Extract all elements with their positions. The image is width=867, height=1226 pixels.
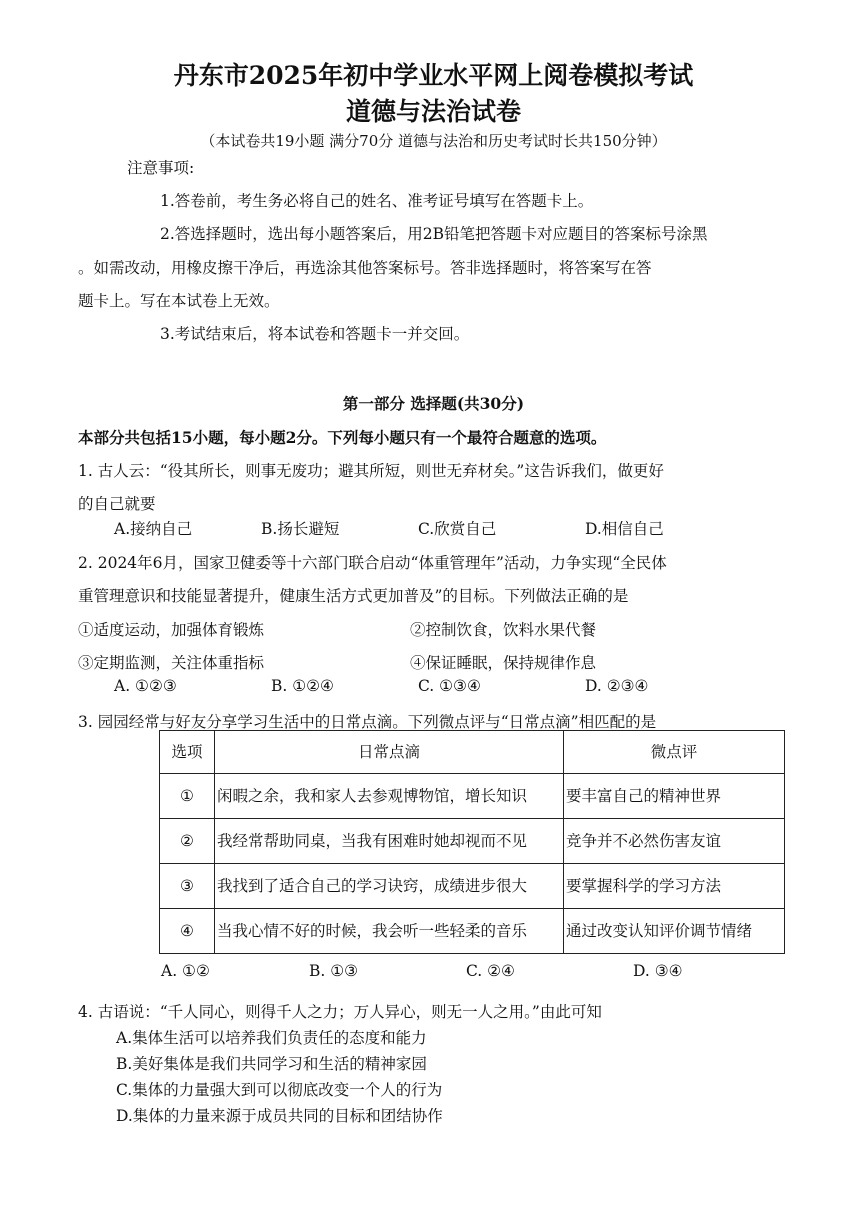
q4-option-d: D.集体的力量来源于成员共同的目标和团结协作: [116, 1107, 443, 1125]
q3-table: [159, 730, 785, 954]
q1-option-d: D.相信自己: [585, 520, 664, 538]
row-number: ②: [160, 819, 215, 864]
table-row: [160, 864, 785, 909]
q2-item-2: ②控制饮食，饮料水果代餐: [410, 621, 597, 639]
q1-stem-cont: 的自己就要: [78, 495, 156, 513]
q1-stem: 1. 古人云：“役其所长，则事无废功；避其所短，则世无弃材矣。”这告诉我们，做更好: [78, 462, 664, 480]
table-row: [160, 819, 785, 864]
q2-item-3: ③定期监测，关注体重指标: [78, 654, 265, 672]
row-comment: 竞争并不必然伤害友谊: [564, 819, 785, 864]
notice-item-2: 2.答选择题时，选出每小题答案后，用2B铅笔把答题卡对应题目的答案标号涂黑: [160, 225, 708, 243]
notice-item-1: 1.答卷前，考生务必将自己的姓名、准考证号填写在答题卡上。: [160, 192, 594, 210]
exam-title: 丹东市2025年初中学业水平网上阅卷模拟考试: [173, 61, 694, 90]
part1-heading: 第一部分 选择题(共30分): [342, 394, 525, 413]
q3-option-d: D. ③④: [633, 962, 683, 980]
table-row: [160, 909, 785, 954]
q2-item-1: ①适度运动，加强体育锻炼: [78, 621, 265, 639]
notice-item-2-cont2: 题卡上。写在本试卷上无效。: [78, 292, 280, 310]
row-number: ④: [160, 909, 215, 954]
q1-option-a: A.接纳自己: [114, 520, 193, 538]
q1-option-b: B.扬长避短: [261, 520, 340, 538]
exam-subtitle: （本试卷共19小题 满分70分 道德与法治和历史考试时长共150分钟）: [200, 132, 667, 150]
row-daily: 我经常帮助同桌，当我有困难时她却视而不见: [215, 819, 564, 864]
table-header-comment: 微点评: [564, 731, 785, 774]
notice-item-2-cont: 。如需改动，用橡皮擦干净后，再选涂其他答案标号。答非选择题时，将答案写在答: [78, 259, 652, 277]
row-number: ①: [160, 774, 215, 819]
q4-option-c: C.集体的力量强大到可以彻底改变一个人的行为: [116, 1081, 443, 1099]
part1-instruction: 本部分共包括15小题，每小题2分。下列每小题只有一个最符合题意的选项。: [78, 428, 607, 447]
q2-option-c: C. ①③④: [418, 677, 481, 695]
row-daily: 我找到了适合自己的学习诀窍，成绩进步很大: [215, 864, 564, 909]
table-row: [160, 774, 785, 819]
row-daily: 当我心情不好的时候，我会听一些轻柔的音乐: [215, 909, 564, 954]
q1-option-c: C.欣赏自己: [418, 520, 497, 538]
notice-item-3: 3.考试结束后，将本试卷和答题卡一并交回。: [160, 325, 470, 343]
row-daily: 闲暇之余，我和家人去参观博物馆，增长知识: [215, 774, 564, 819]
q3-option-a: A. ①②: [161, 962, 210, 980]
q3-stem: 3. 园园经常与好友分享学习生活中的日常点滴。下列微点评与“日常点滴”相匹配的是: [78, 713, 657, 731]
q3-option-b: B. ①③: [309, 962, 359, 980]
q4-option-b: B.美好集体是我们共同学习和生活的精神家园: [116, 1055, 427, 1073]
row-number: ③: [160, 864, 215, 909]
q4-option-a: A.集体生活可以培养我们负责任的态度和能力: [116, 1029, 427, 1047]
notice-heading: 注意事项:: [127, 159, 195, 177]
q2-item-4: ④保证睡眠，保持规律作息: [410, 654, 597, 672]
table-header-option: 选项: [160, 731, 215, 774]
subject-title: 道德与法治试卷: [345, 97, 521, 126]
q2-option-b: B. ①②④: [271, 677, 334, 695]
row-comment: 通过改变认知评价调节情绪: [564, 909, 785, 954]
row-comment: 要掌握科学的学习方法: [564, 864, 785, 909]
q2-stem-cont: 重管理意识和技能显著提升，健康生活方式更加普及”的目标。下列做法正确的是: [78, 587, 629, 605]
table-header-row: [160, 731, 785, 774]
q2-option-d: D. ②③④: [585, 677, 649, 695]
q3-option-c: C. ②④: [466, 962, 515, 980]
q2-option-a: A. ①②③: [114, 677, 177, 695]
q2-stem: 2. 2024年6月，国家卫健委等十六部门联合启动“体重管理年”活动，力争实现“全民体: [78, 554, 667, 572]
table-header-daily: 日常点滴: [215, 731, 564, 774]
q4-stem: 4. 古语说：“千人同心，则得千人之力；万人异心，则无一人之用。”由此可知: [78, 1003, 602, 1021]
row-comment: 要丰富自己的精神世界: [564, 774, 785, 819]
